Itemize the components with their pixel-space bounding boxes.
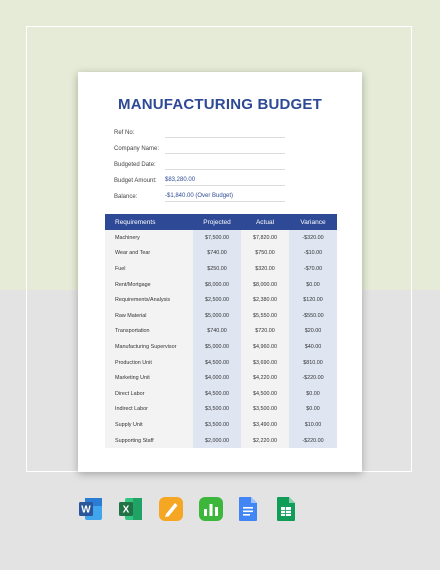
requirement-cell: Marketing Unit bbox=[115, 375, 150, 382]
table-row bbox=[105, 261, 337, 277]
requirement-cell: Production Unit bbox=[115, 359, 152, 366]
header-actual: Actual bbox=[255, 218, 275, 226]
variance-cell: $0.00 bbox=[306, 390, 320, 397]
requirement-cell: Machinery bbox=[115, 234, 140, 241]
header-variance: Variance bbox=[300, 218, 326, 226]
actual-cell: $4,220.00 bbox=[253, 375, 277, 382]
info-row-budgeted-date bbox=[114, 160, 334, 176]
projected-cell: $4,500.00 bbox=[205, 390, 229, 397]
table-row bbox=[105, 277, 337, 293]
table-row bbox=[105, 355, 337, 371]
actual-cell: $750.00 bbox=[255, 250, 275, 257]
requirement-cell: Supply Unit bbox=[115, 421, 143, 428]
actual-cell: $4,960.00 bbox=[253, 343, 277, 350]
google-docs-icon[interactable] bbox=[238, 496, 258, 522]
variance-cell: $120.00 bbox=[303, 297, 323, 304]
table-row bbox=[105, 370, 337, 386]
projected-cell: $250.00 bbox=[207, 265, 227, 272]
requirement-cell: Direct Labor bbox=[115, 390, 145, 397]
table-row bbox=[105, 246, 337, 262]
table-row bbox=[105, 402, 337, 418]
format-icons-bar bbox=[0, 496, 440, 526]
svg-text:X: X bbox=[122, 504, 130, 516]
budgeted-date-value bbox=[165, 160, 285, 170]
budget-table bbox=[105, 214, 337, 448]
excel-icon[interactable] bbox=[118, 496, 144, 522]
projected-cell: $740.00 bbox=[207, 328, 227, 335]
company-name-label: Company Name: bbox=[114, 146, 160, 152]
table-row bbox=[105, 417, 337, 433]
document-page bbox=[78, 72, 362, 472]
balance-label: Balance: bbox=[114, 194, 138, 200]
requirement-cell: Supporting Staff bbox=[115, 437, 154, 444]
info-row-balance bbox=[114, 192, 334, 208]
projected-cell: $5,000.00 bbox=[205, 343, 229, 350]
actual-cell: $3,690.00 bbox=[253, 359, 277, 366]
variance-cell: $10.00 bbox=[304, 421, 322, 428]
actual-cell: $320.00 bbox=[255, 265, 275, 272]
variance-cell: -$10.00 bbox=[303, 250, 323, 257]
table-row bbox=[105, 324, 337, 340]
projected-cell: $2,000.00 bbox=[205, 437, 229, 444]
projected-cell: $3,500.00 bbox=[205, 406, 229, 413]
table-row bbox=[105, 433, 337, 449]
actual-cell: $2,380.00 bbox=[253, 297, 277, 304]
info-row-ref-no bbox=[114, 128, 334, 144]
requirement-cell: Fuel bbox=[115, 265, 126, 272]
variance-cell: -$220.00 bbox=[302, 375, 324, 382]
pages-icon[interactable] bbox=[158, 496, 184, 522]
projected-cell: $740.00 bbox=[207, 250, 227, 257]
table-row bbox=[105, 308, 337, 324]
projected-cell: $8,000.00 bbox=[205, 281, 229, 288]
document-title: MANUFACTURING BUDGET bbox=[118, 96, 322, 113]
info-row-budget-amount bbox=[114, 176, 334, 192]
budget-amount-label: Budget Amount: bbox=[114, 178, 157, 184]
requirement-cell: Manufacturing Supervisor bbox=[115, 343, 177, 350]
table-row bbox=[105, 292, 337, 308]
variance-cell: $20.00 bbox=[304, 328, 322, 335]
requirement-cell: Requirements/Analysis bbox=[115, 297, 171, 304]
variance-cell: -$220.00 bbox=[302, 437, 324, 444]
word-icon[interactable] bbox=[78, 496, 104, 522]
projected-cell: $4,500.00 bbox=[205, 359, 229, 366]
actual-cell: $7,820.00 bbox=[253, 234, 277, 241]
actual-cell: $3,500.00 bbox=[253, 406, 277, 413]
google-sheets-icon[interactable] bbox=[276, 496, 296, 522]
requirement-cell: Indirect Labor bbox=[115, 406, 148, 413]
header-projected: Projected bbox=[203, 218, 231, 226]
budget-amount-value: $83,280.00 bbox=[165, 176, 285, 186]
ref-no-value bbox=[165, 128, 285, 138]
company-name-value bbox=[165, 144, 285, 154]
table-body bbox=[105, 230, 337, 448]
table-header bbox=[105, 214, 337, 230]
info-row-company-name bbox=[114, 144, 334, 160]
variance-cell: -$70.00 bbox=[303, 265, 323, 272]
variance-cell: -$550.00 bbox=[302, 312, 324, 319]
numbers-icon[interactable] bbox=[198, 496, 224, 522]
requirement-cell: Wear and Tear bbox=[115, 250, 151, 257]
actual-cell: $8,000.00 bbox=[253, 281, 277, 288]
variance-cell: -$320.00 bbox=[302, 234, 324, 241]
balance-value: -$1,840.00 (Over Budget) bbox=[165, 192, 285, 202]
info-section bbox=[114, 128, 334, 208]
table-row bbox=[105, 386, 337, 402]
table-row bbox=[105, 339, 337, 355]
projected-cell: $2,500.00 bbox=[205, 297, 229, 304]
budgeted-date-label: Budgeted Date: bbox=[114, 162, 156, 168]
svg-text:W: W bbox=[81, 504, 91, 516]
variance-cell: $0.00 bbox=[306, 406, 320, 413]
variance-cell: $40.00 bbox=[304, 343, 322, 350]
variance-cell: $810.00 bbox=[303, 359, 323, 366]
projected-cell: $4,000.00 bbox=[205, 375, 229, 382]
projected-cell: $3,500.00 bbox=[205, 421, 229, 428]
actual-cell: $3,490.00 bbox=[253, 421, 277, 428]
requirement-cell: Raw Material bbox=[115, 312, 147, 319]
requirement-cell: Rent/Mortgage bbox=[115, 281, 151, 288]
actual-cell: $2,220.00 bbox=[253, 437, 277, 444]
requirement-cell: Transportation bbox=[115, 328, 150, 335]
actual-cell: $4,500.00 bbox=[253, 390, 277, 397]
table-row bbox=[105, 230, 337, 246]
actual-cell: $720.00 bbox=[255, 328, 275, 335]
actual-cell: $5,550.00 bbox=[253, 312, 277, 319]
ref-no-label: Ref No: bbox=[114, 130, 135, 136]
header-requirements: Requirements bbox=[115, 218, 156, 226]
projected-cell: $7,500.00 bbox=[205, 234, 229, 241]
projected-cell: $5,000.00 bbox=[205, 312, 229, 319]
variance-cell: $0.00 bbox=[306, 281, 320, 288]
